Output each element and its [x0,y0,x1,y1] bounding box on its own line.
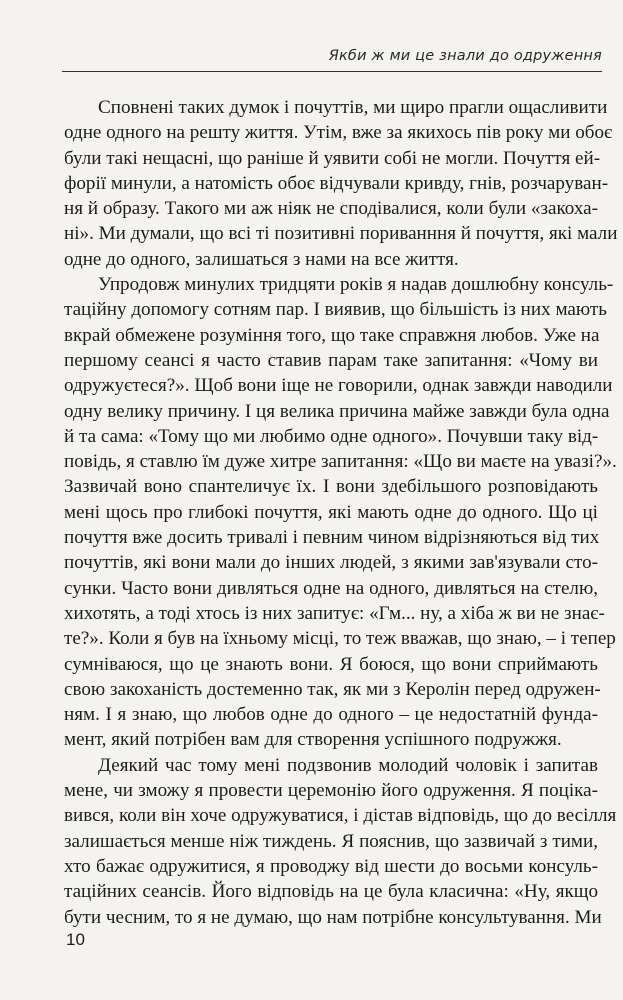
page-number: 10 [66,930,85,949]
text-line: хихотять, а тоді хтось із них запитує: «Гм... ну, а хіба ж ви не знає- [64,602,605,624]
body-text [64,95,618,930]
text-line: таційну допомогу сотням пар. І виявив, що більшість із них мають [64,299,607,321]
text-line: залишається менше ніж тиждень. Я пояснив, що зазвичай з тими, [64,830,598,852]
text-line: повідь, я ставлю їм дуже хитре запитання: «Що ви маєте на увазі?». [64,451,617,473]
text-line: були такі нещасні, що раніше й уявити собі не могли. Почуття ей- [64,147,601,169]
running-header [62,44,602,72]
text-line: мент, який потрібен вам для створення успішного подружжя. [64,729,562,751]
paragraph-2 [64,272,617,753]
text-line: ня й образу. Такого ми аж ніяк не сподівалися, коли були «закоха- [64,198,598,220]
text-line: те?». Коли я був на їхньому місці, то теж вважав, що знаю, – і тепер [64,628,616,650]
text-line: Зазвичай воно спантеличує їх. І вони здебільшого розповідають [64,476,598,498]
text-line: хто бажає одружитися, я проводжу від шести до восьми консуль- [64,855,598,877]
text-line: одне до одного, залишаться з нами на все життя. [64,248,459,270]
text-line: одну велику причину. І ця велика причина майже завжди була одна [64,400,610,422]
text-line: ні». Ми думали, що всі ті позитивні пориванння й почуття, які мали [64,223,618,245]
text-line: почуттів, які вони мали до інших людей, з якими зав'язували сто- [64,552,598,574]
text-line: Сповнені таких думок і почуттів, ми щиро прагли ощасливити [98,97,608,118]
paragraph-3 [64,753,617,930]
paragraph-1 [64,95,618,272]
text-line: й та сама: «Тому що ми любимо одне одного». Почувши таку від- [64,425,599,447]
header-rule [62,71,602,72]
text-line: сунки. Часто вони дивляться одне на одного, дивляться на стелю, [64,577,598,599]
text-line: бути чесним, то я не думаю, що нам потрібне консультування. Ми [64,906,602,928]
text-line: почуття вже досить тривалі і певним чином відрізняються від тих [64,527,600,549]
text-line: одне одного на решту життя. Утім, вже за якихось пів року ми обоє [64,122,613,144]
text-line: Деякий час тому мені подзвонив молодий чоловік і запитав [98,754,598,776]
text-line: таційних сеансів. Його відповідь на це була класична: «Ну, якщо [64,881,598,903]
text-line: сумніваюся, що це знають вони. Я боюся, що вони сприймають [64,653,598,675]
text-line: свою закоханість достеменно так, як ми з Керолін перед одружен- [64,678,601,700]
text-line: Упродовж минулих тридцяти років я надав дошлюбну консуль- [98,274,614,296]
text-line: ням. І я знаю, що любов одне до одного – це недостатній фунда- [64,704,598,726]
text-line: вився, коли він хоче одружуватися, і дістав відповідь, що до весілля [64,805,617,827]
running-title: Якби ж ми це знали до одруження [328,48,602,64]
text-line: форії минули, а натомість обоє відчували кривду, гнів, розчаруван- [64,172,609,194]
text-line: мене, чи зможу я провести церемонію його одруження. Я поціка- [64,780,598,802]
text-line: мені щось про глибокі почуття, які мають одне до одного. Що ці [64,501,598,523]
text-line: одружуєтеся?». Щоб вони іще не говорили, однак завжди наводили [64,375,613,397]
text-line: вкрай обмежене розуміння того, що таке справжня любов. Уже на [64,324,600,346]
text-line: першому сеансі я часто ставив парам таке запитання: «Чому ви [64,349,598,371]
